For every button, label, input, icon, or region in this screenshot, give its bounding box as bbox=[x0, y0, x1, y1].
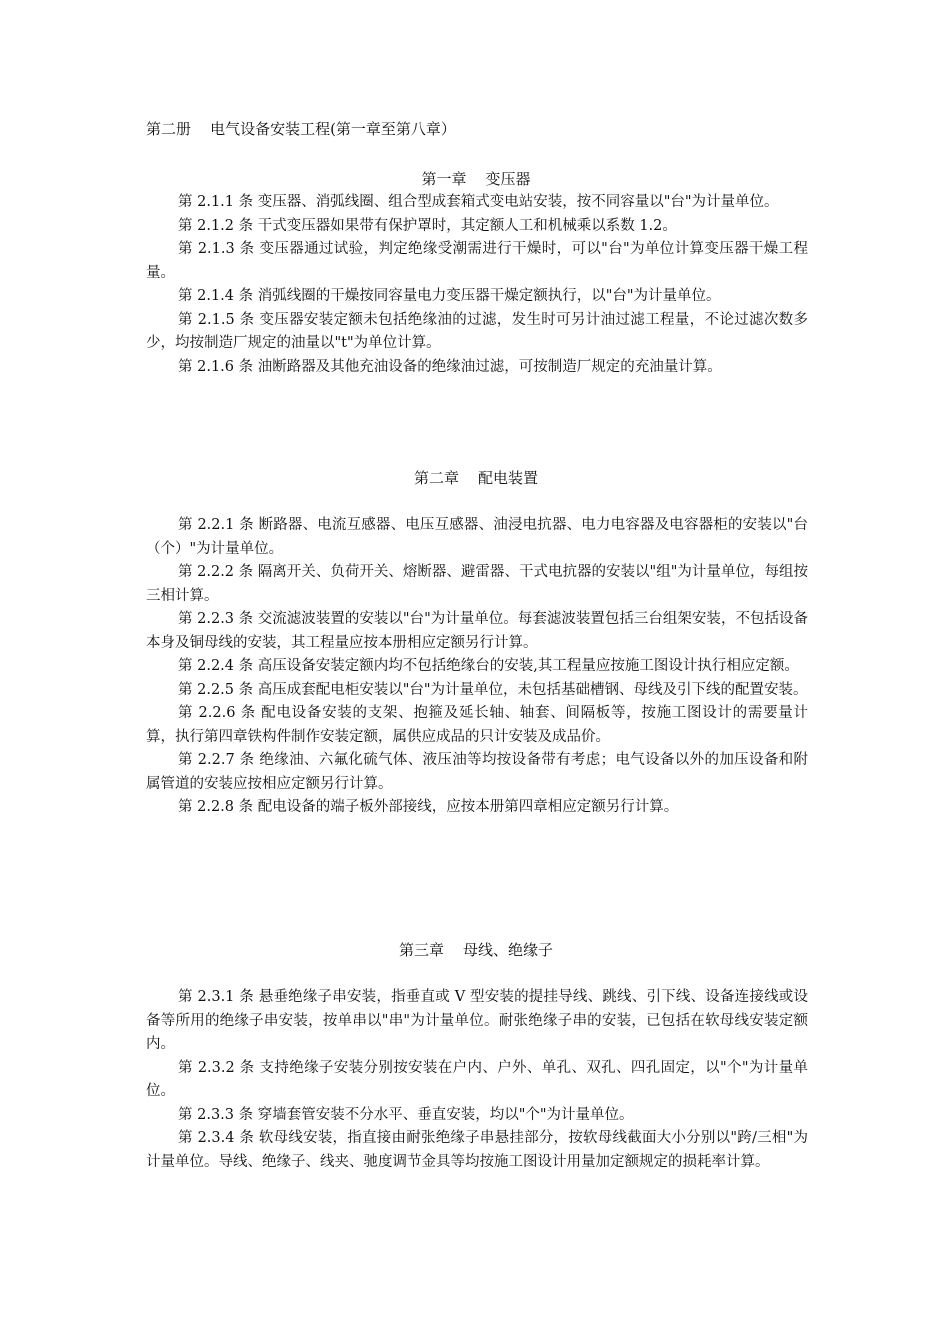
chapter-2-heading: 第二章 配电装置 bbox=[413, 469, 539, 487]
clause-2-2-6: 第 2.2.6 条 配电设备安装的支架、抱箍及延长轴、轴套、间隔板等，按施工图设计的需要量计算，执行第四章铁构件制作安装定额，属供应成品的只计安装及成品价。 bbox=[146, 705, 808, 745]
chapter-3-body bbox=[146, 986, 808, 1174]
clause-2-3-1: 第 2.3.1 条 悬垂绝缘子串安装，指垂直或 V 型安装的提挂导线、跳线、引下线、设备连接线或设备等所用的绝缘子串安装，按单串以"串"为计量单位。耐张绝缘子串的安装，已包括在软母线安装定额内。 bbox=[146, 989, 808, 1052]
clause-2-2-7: 第 2.2.7 条 绝缘油、六氟化硫气体、液压油等均按设备带有考虑；电气设备以外的加压设备和附属管道的安装应按相应定额另行计算。 bbox=[146, 752, 808, 792]
clause-2-2-5: 第 2.2.5 条 高压成套配电柜安装以"台"为计量单位，未包括基础槽钢、母线及引下线的配置安装。 bbox=[178, 681, 808, 698]
clause-2-1-5: 第 2.1.5 条 变压器安装定额未包括绝缘油的过滤，发生时可另计油过滤工程量，不论过滤次数多少，均按制造厂规定的油量以"t"为单位计算。 bbox=[146, 311, 808, 351]
clause-2-1-3: 第 2.1.3 条 变压器通过试验，判定绝缘受潮需进行干燥时，可以"台"为单位计算变压器干燥工程量。 bbox=[146, 241, 808, 281]
clause-2-2-3: 第 2.2.3 条 交流滤波装置的安装以"台"为计量单位。每套滤波装置包括三台组架安装，不包括设备本身及铜母线的安装，其工程量应按本册相应定额另行计算。 bbox=[146, 611, 808, 651]
book-title: 第二册 电气设备安装工程(第一章至第八章） bbox=[146, 120, 456, 138]
chapter-1-heading: 第一章 变压器 bbox=[421, 170, 531, 188]
clause-2-3-3: 第 2.3.3 条 穿墙套管安装不分水平、垂直安装，均以"个"为计量单位。 bbox=[178, 1106, 634, 1123]
clause-2-1-2: 第 2.1.2 条 干式变压器如果带有保护罩时，其定额人工和机械乘以系数 1.2。 bbox=[178, 217, 677, 234]
clause-2-3-2: 第 2.3.2 条 支持绝缘子安装分别按安装在户内、户外、单孔、双孔、四孔固定，以"个"为计量单位。 bbox=[146, 1059, 808, 1099]
chapter-2-body bbox=[146, 514, 808, 820]
clause-2-1-4: 第 2.1.4 条 消弧线圈的干燥按同容量电力变压器干燥定额执行，以"台"为计量单位。 bbox=[178, 288, 721, 304]
clause-2-1-6: 第 2.1.6 条 油断路器及其他充油设备的绝缘油过滤，可按制造厂规定的充油量计算。 bbox=[178, 358, 722, 375]
clause-2-3-4: 第 2.3.4 条 软母线安装，指直接由耐张绝缘子串悬挂部分，按软母线截面大小分别以"跨/三相"为计量单位。导线、绝缘子、线夹、驰度调节金具等均按施工图设计用量加定额规定的损耗率计算。 bbox=[146, 1130, 808, 1170]
clause-2-2-2: 第 2.2.2 条 隔离开关、负荷开关、熔断器、避雷器、干式电抗器的安装以"组"为计量单位，每组按三相计算。 bbox=[146, 564, 808, 604]
clause-2-2-8: 第 2.2.8 条 配电设备的端子板外部接线，应按本册第四章相应定额另行计算。 bbox=[178, 799, 679, 815]
clause-2-1-1: 第 2.1.1 条 变压器、消弧线圈、组合型成套箱式变电站安装，按不同容量以"台"为计量单位。 bbox=[178, 194, 779, 210]
clause-2-2-4: 第 2.2.4 条 高压设备安装定额内均不包括绝缘台的安装,其工程量应按施工图设计执行相应定额。 bbox=[178, 658, 799, 674]
chapter-3-heading: 第三章 母线、绝缘子 bbox=[398, 941, 554, 959]
chapter-1-body bbox=[146, 191, 808, 379]
clause-2-2-1: 第 2.2.1 条 断路器、电流互感器、电压互感器、油浸电抗器、电力电容器及电容器柜的安装以"台（个）"为计量单位。 bbox=[146, 517, 808, 557]
